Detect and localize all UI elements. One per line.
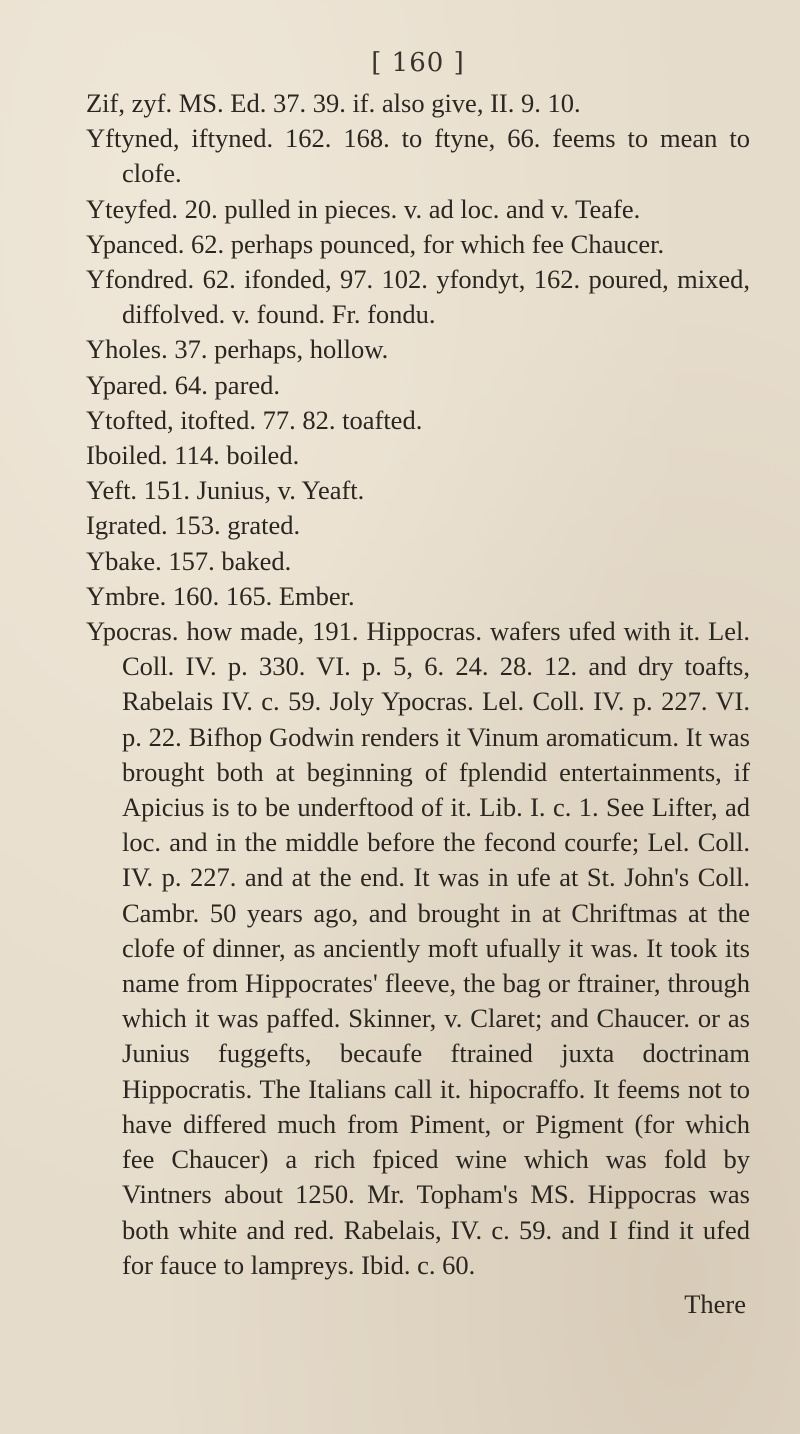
glossary-entry: Yfondred. 62. ifonded, 97. 102. yfondyt, 162. poured, mixed, diffolved. v. found. Fr. fondu. — [86, 264, 750, 330]
glossary-entry: Zif, zyf. MS. Ed. 37. 39. if. also give, II. 9. 10. — [86, 88, 581, 118]
catchword: There — [684, 1288, 746, 1319]
glossary-entry: Ypanced. 62. perhaps pounced, for which fee Chaucer. — [86, 228, 665, 259]
glossary-entry: Ypocras. how made, 191. Hippocras. wafers ufed with it. Lel. Coll. IV. p. 330. VI. p. 5, 6. 24. 28. 12. and dry toafts, Rabelais IV. c. 59. Joly Ypocras. Lel. Coll. IV. p. 227. VI. p. 22. Bifhop Godwin renders it Vinum aromaticum. It was brought both at beginning of fplendid entertainments, if Apicius is to be underftood of it. Lib. I. c. 1. See Lifter, ad loc. and in the middle before the fecond courfe; Lel. Coll. IV. p. 227. and at the end. It was in ufe at St. John's Coll. Cambr. 50 years ago, and brought in at Chriftmas at the clofe of dinner, as anciently moft ufually it was. It took its name from Hippocrates' fleeve, the bag or ftrainer, through which it was paffed. Skinner, v. Claret; and Chaucer. or as Junius fuggefts, becaufe ftrained juxta doctrinam Hippocratis. The Italians call it. hipocraffo. It feems not to have differed much from Piment, or Pigment (for which fee Chaucer) a rich fpiced wine which was fold by Vintners about 1250. Mr. Topham's MS. Hippocras was both white and red. Rabelais, IV. c. 59. and I find it ufed for fauce to lampreys. Ibid. c. 60. — [86, 616, 750, 1280]
glossary-entry: Yholes. 37. perhaps, hollow. — [86, 334, 389, 365]
glossary-entry: Yteyfed. 20. pulled in pieces. v. ad loc. and v. Teafe. — [86, 193, 641, 224]
glossary-entries — [86, 86, 750, 1283]
glossary-entry: Yeft. 151. Junius, v. Yeaft. — [86, 475, 365, 506]
glossary-entry: Iboiled. 114. boiled. — [86, 440, 300, 471]
glossary-entry: Ybake. 157. baked. — [86, 545, 292, 576]
glossary-entry: Ymbre. 160. 165. Ember. — [86, 580, 355, 611]
glossary-entry: Yftyned, iftyned. 162. 168. to ftyne, 66. feems to mean to clofe. — [86, 123, 750, 189]
glossary-entry: Ypared. 64. pared. — [86, 369, 281, 400]
page-number: [ 160 ] — [371, 48, 465, 78]
glossary-entry: Ytofted, itofted. 77. 82. toafted. — [86, 404, 423, 435]
glossary-entry: Igrated. 153. grated. — [86, 510, 301, 541]
